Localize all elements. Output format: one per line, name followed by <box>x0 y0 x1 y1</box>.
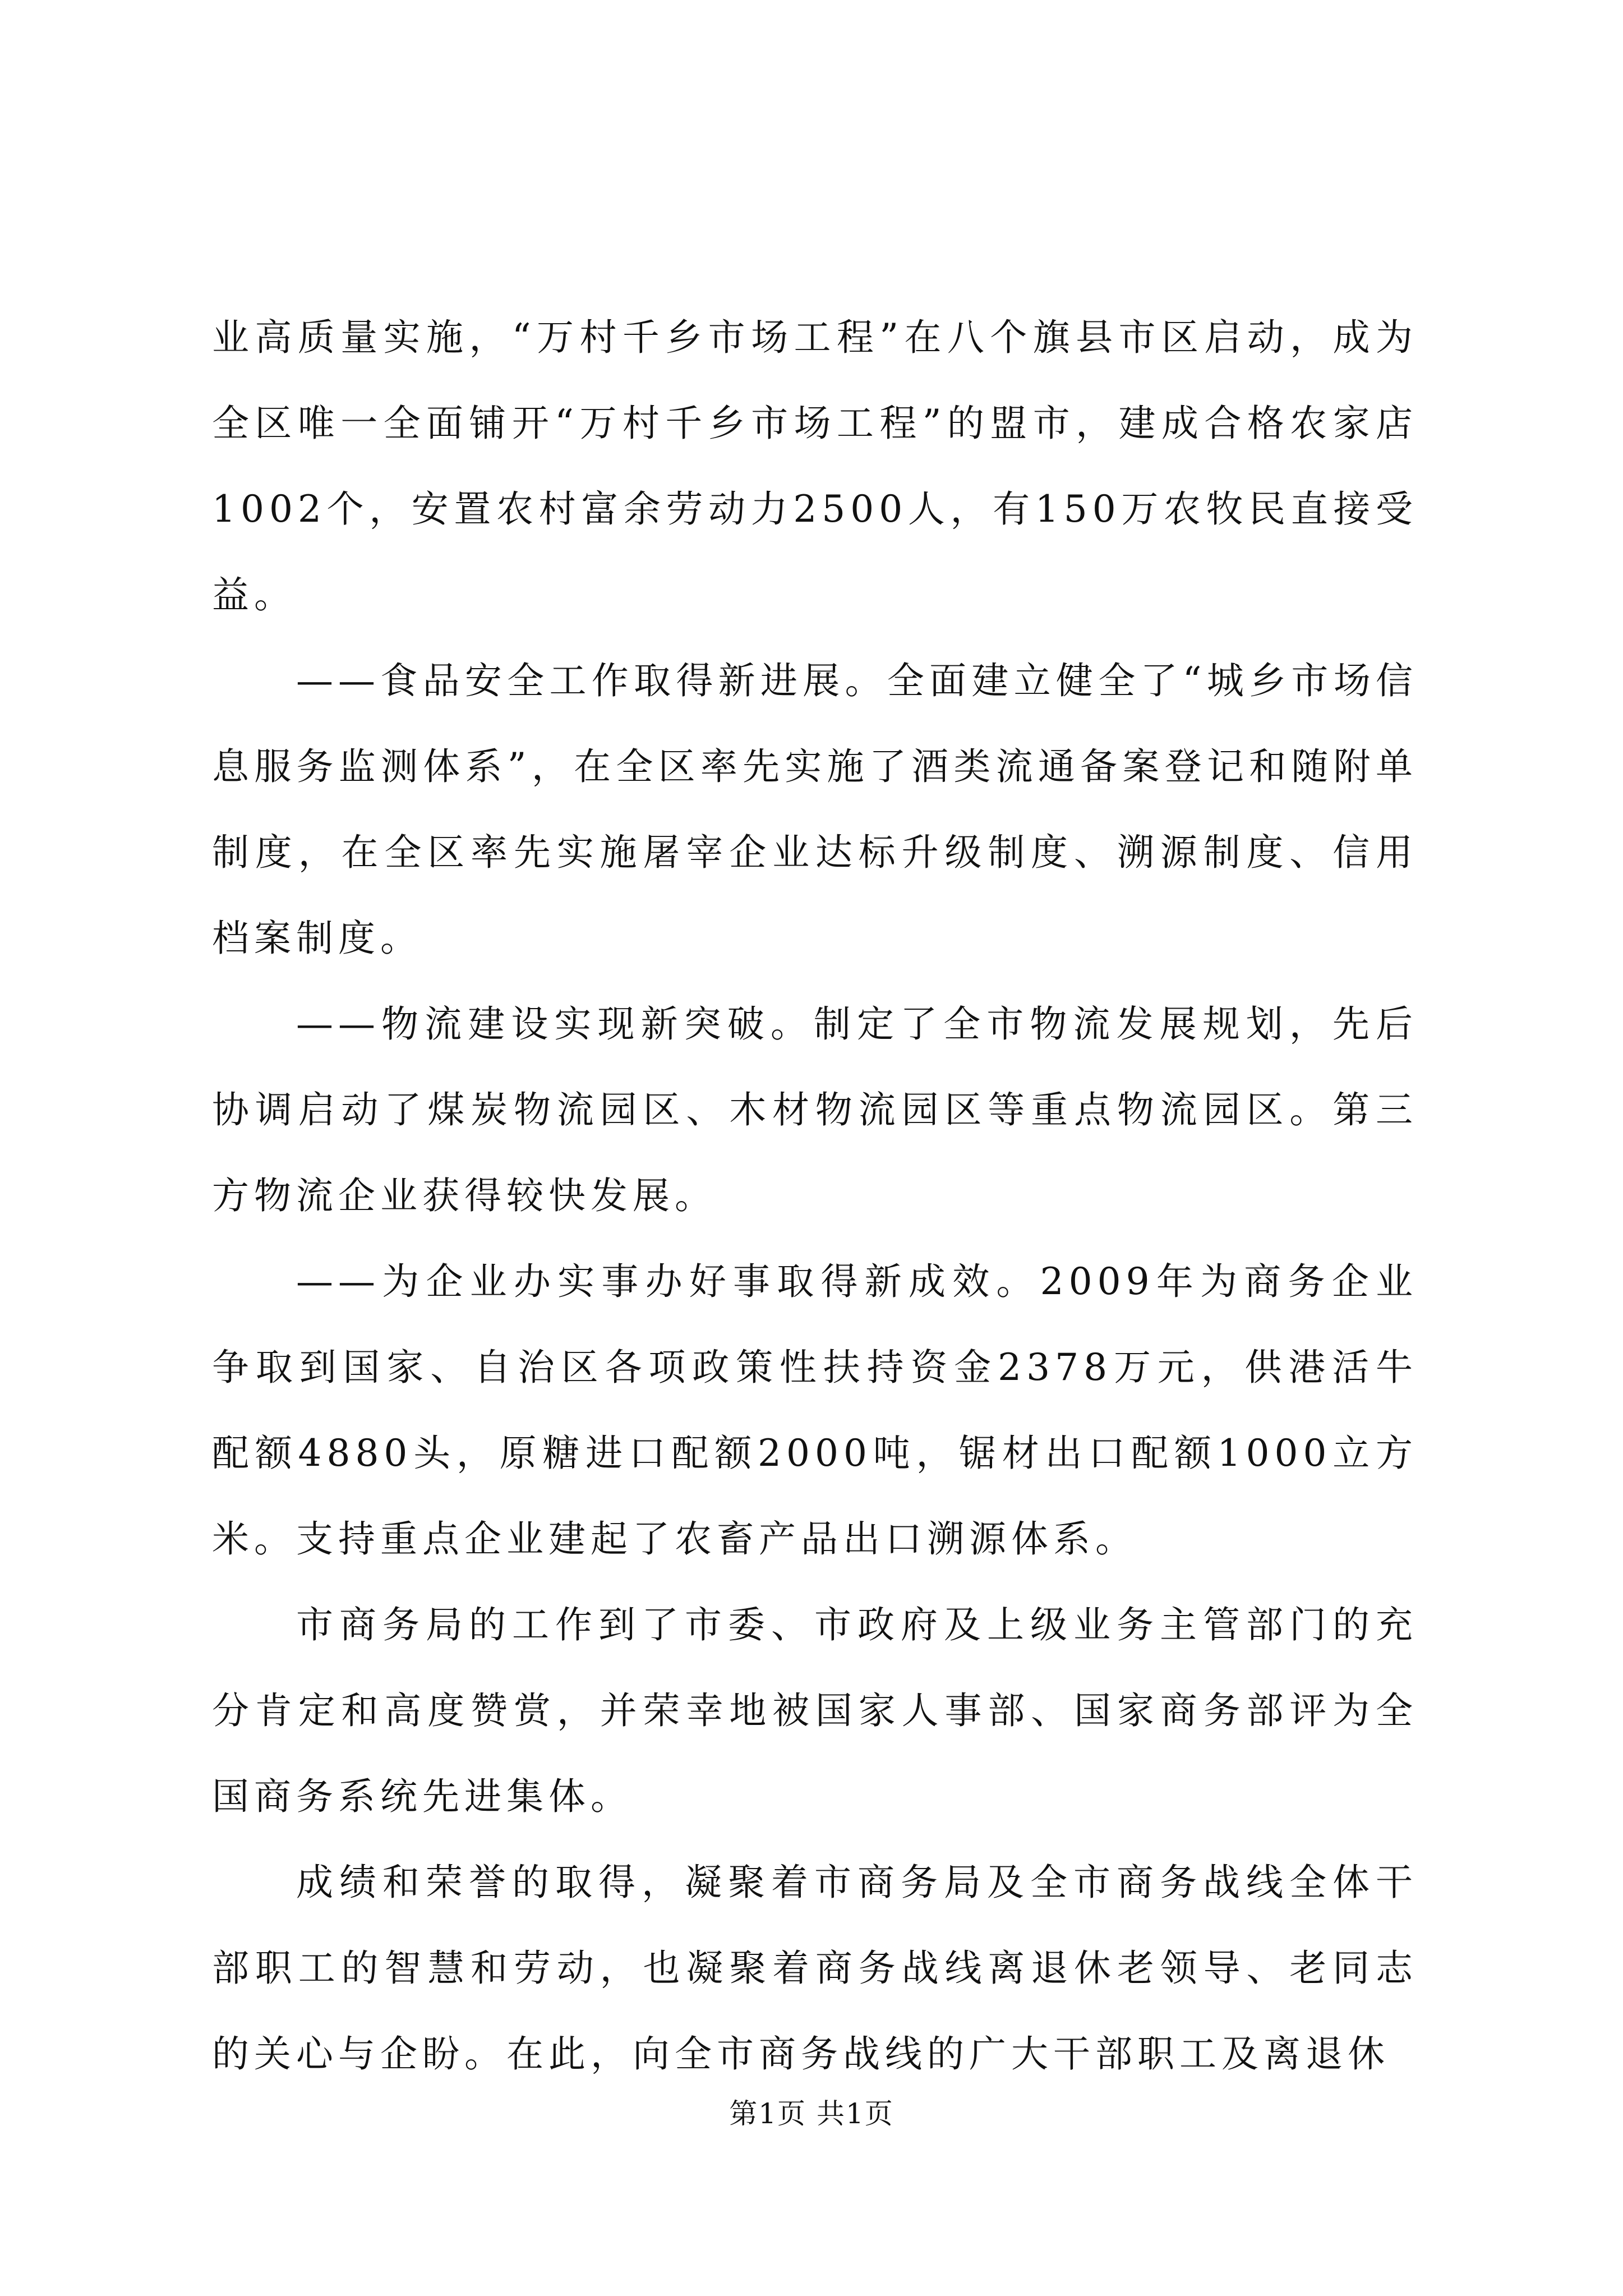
paragraph-food-safety: ——食品安全工作取得新进展。全面建立健全了“城乡市场信息服务监测体系”，在全区率先实施了酒类流通备案登记和随附单制度，在全区率先实施屠宰企业达标升级制度、溯源制度、信用档案制度。 <box>212 659 1418 960</box>
document-body <box>212 295 1418 2097</box>
paragraph-logistics: ——物流建设实现新突破。制定了全市物流发展规划，先后协调启动了煤炭物流园区、木材物流园区等重点物流园区。第三方物流企业获得较快发展。 <box>212 1002 1418 1217</box>
paragraph-recognition: 市商务局的工作到了市委、市政府及上级业务主管部门的充分肯定和高度赞赏，并荣幸地被国家人事部、国家商务部评为全国商务系统先进集体。 <box>212 1603 1418 1818</box>
paragraph-achievements: 成绩和荣誉的取得，凝聚着市商务局及全市商务战线全体干部职工的智慧和劳动，也凝聚着商务战线离退休老领导、老同志的关心与企盼。在此，向全市商务战线的广大干部职工及离退休 <box>212 1861 1418 2076</box>
paragraph-continued: 业高质量实施，“万村千乡市场工程”在八个旗县市区启动，成为全区唯一全面铺开“万村千乡市场工程”的盟市，建成合格农家店1002个，安置农村富余劳动力2500人，有150万农牧民直接受益。 <box>212 316 1418 616</box>
paragraph-enterprise-support: ——为企业办实事办好事取得新成效。2009年为商务企业争取到国家、自治区各项政策性扶持资金2378万元，供港活牛配额4880头，原糖进口配额2000吨，锯材出口配额1000立方米。支持重点企业建起了农畜产品出口溯源体系。 <box>212 1260 1418 1561</box>
page-footer: 第1页 共1页 <box>729 2097 894 2130</box>
